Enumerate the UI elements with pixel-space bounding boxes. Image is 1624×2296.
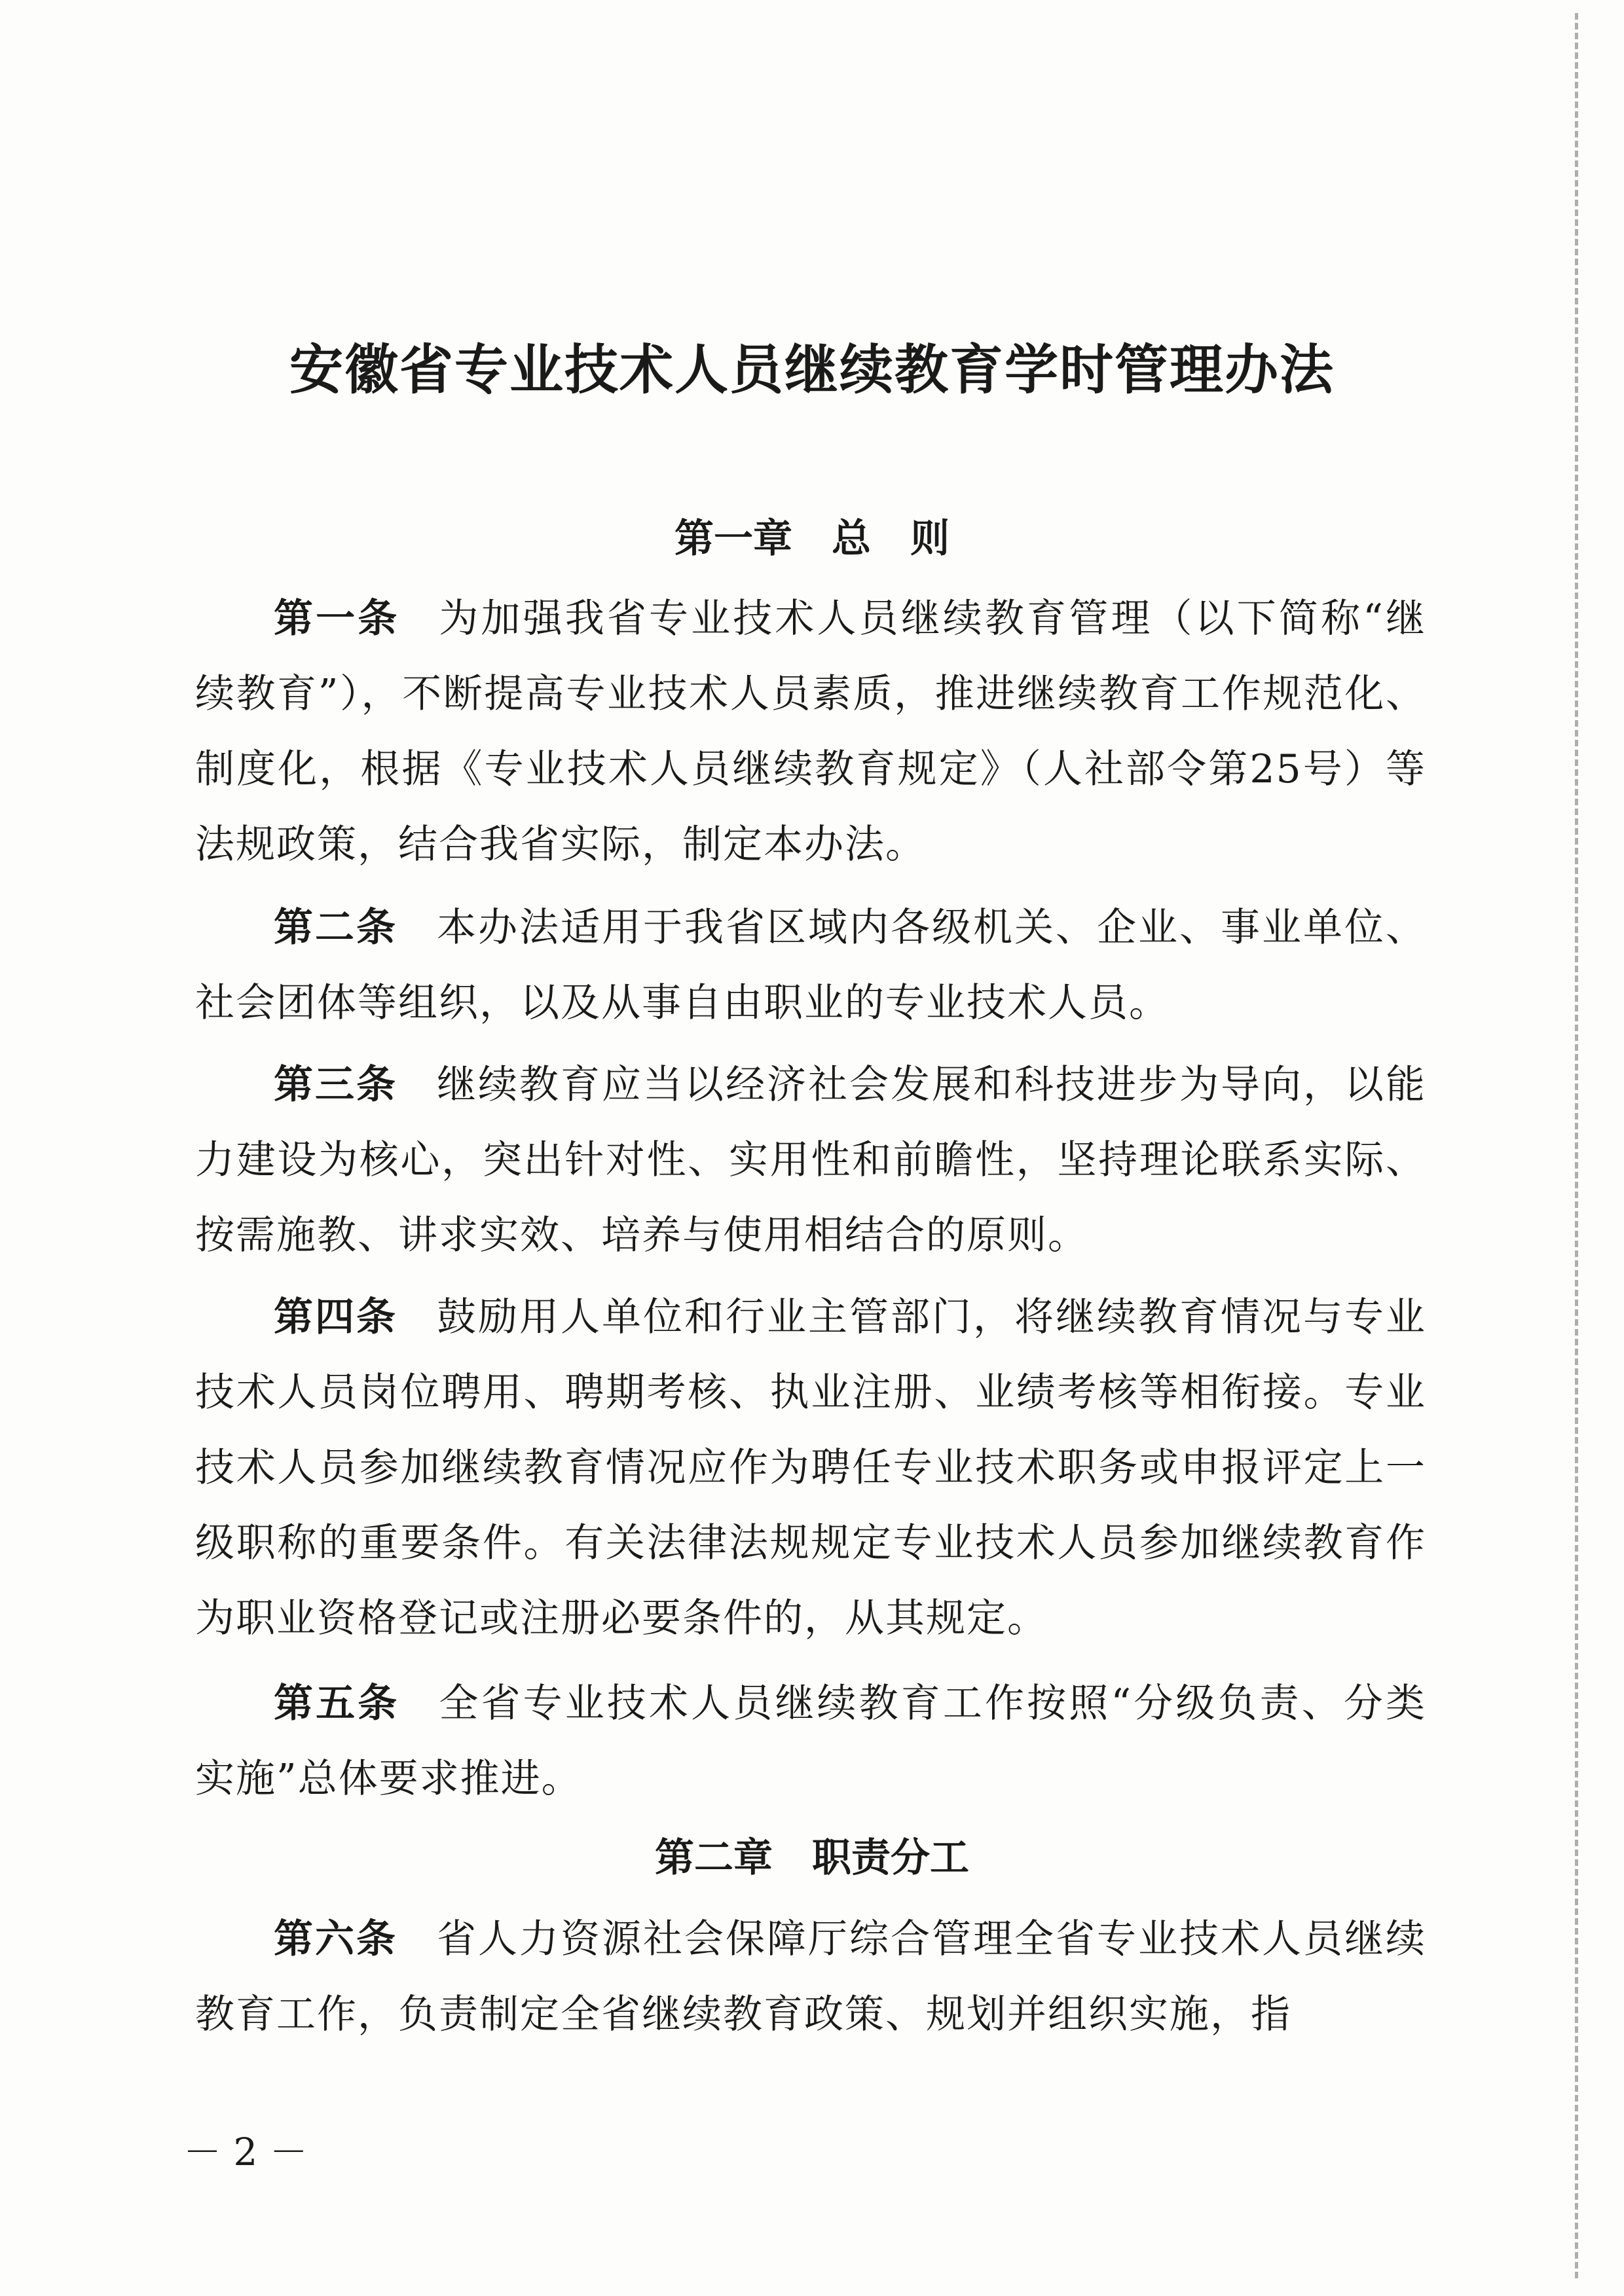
article-label: 第二条	[274, 905, 397, 951]
scan-binding-edge	[1575, 13, 1578, 2278]
article-text: 本办法适用于我省区域内各级机关、企业、事业单位、社会团体等组织，以及从事自由职业的专业技术人员。	[195, 905, 1426, 1026]
chapter-heading-general-provisions: 第一章 总 则	[674, 516, 950, 562]
article-label: 第四条	[274, 1294, 397, 1340]
article-2	[195, 890, 1426, 1041]
article-text: 全省专业技术人员继续教育工作按照“分级负责、分类实施”总体要求推进。	[195, 1681, 1426, 1802]
article-text: 继续教育应当以经济社会发展和科技进步为导向，以能力建设为核心，突出针对性、实用性和前瞻性，坚持理论联系实际、按需施教、讲求实效、培养与使用相结合的原则。	[195, 1062, 1426, 1258]
article-6	[195, 1902, 1426, 2052]
document-title: 安徽省专业技术人员继续教育学时管理办法	[289, 338, 1335, 401]
article-4	[195, 1280, 1426, 1656]
page-number: － 2 －	[183, 2130, 308, 2174]
article-label: 第六条	[274, 1916, 397, 1962]
article-label: 第三条	[274, 1062, 397, 1108]
article-text: 省人力资源社会保障厅综合管理全省专业技术人员继续教育工作，负责制定全省继续教育政策、规划并组织实施，指	[195, 1916, 1426, 2037]
chapter-heading-responsibilities: 第二章 职责分工	[655, 1835, 969, 1881]
article-text: 鼓励用人单位和行业主管部门，将继续教育情况与专业技术人员岗位聘用、聘期考核、执业注册、业绩考核等相衔接。专业技术人员参加继续教育情况应作为聘任专业技术职务或申报评定上一级职称的重要条件。有关法律法规规定专业技术人员参加继续教育作为职业资格登记或注册必要条件的，从其规定。	[195, 1294, 1426, 1641]
article-label: 第五条	[274, 1681, 400, 1726]
article-5	[195, 1666, 1426, 1817]
article-1	[195, 581, 1426, 883]
article-text: 为加强我省专业技术人员继续教育管理（以下简称“继续教育”），不断提高专业技术人员素质，推进继续教育工作规范化、制度化，根据《专业技术人员继续教育规定》（人社部令第25号）等法规政策，结合我省实际，制定本办法。	[195, 596, 1427, 867]
article-3	[195, 1048, 1426, 1273]
article-label: 第一条	[274, 596, 400, 642]
